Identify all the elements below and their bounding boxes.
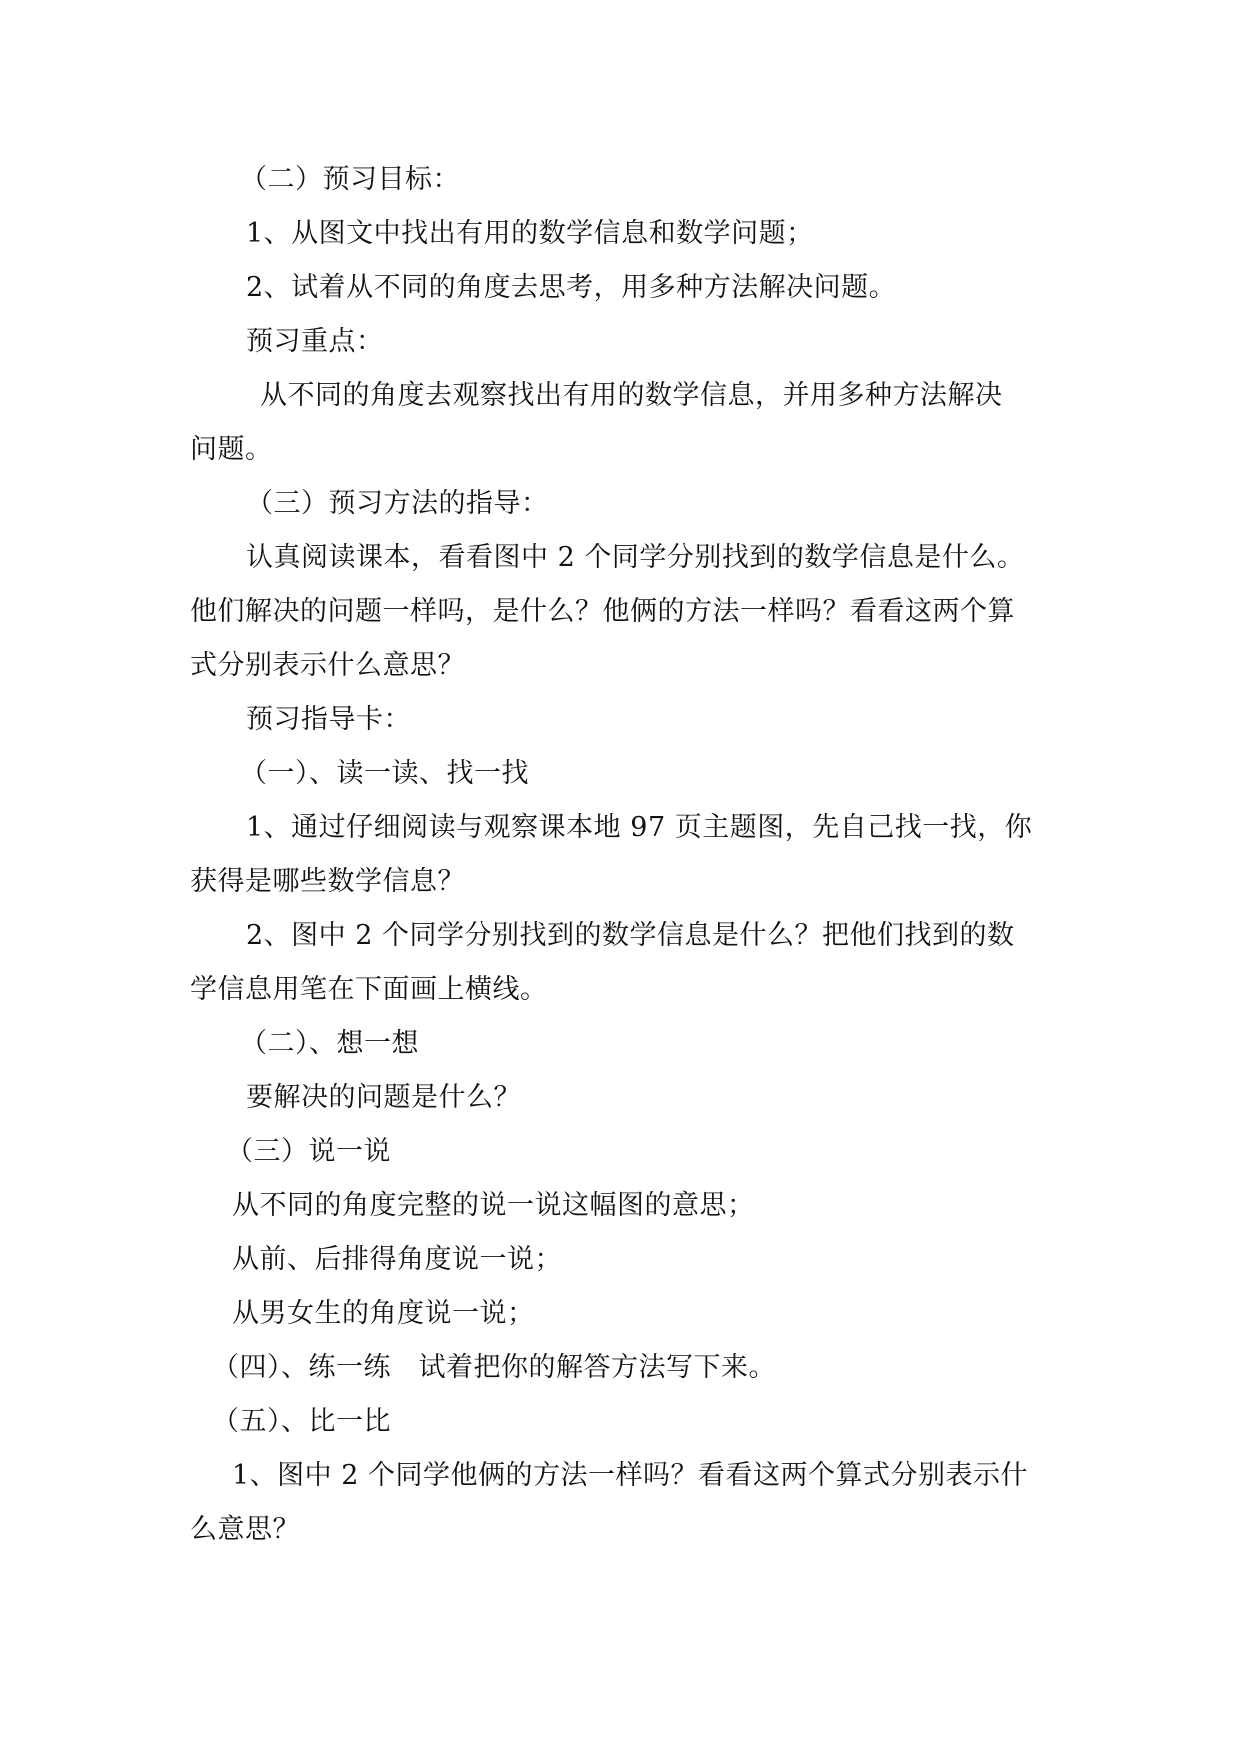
heading-read-find: （一）、读一读、找一找 — [240, 758, 529, 789]
heading-compare: （五）、比一比 — [212, 1406, 391, 1437]
goal-item-2: 2、试着从不同的角度去思考，用多种方法解决问题。 — [246, 272, 897, 303]
read-find-item-2-cont: 学信息用笔在下面画上横线。 — [190, 974, 548, 1005]
method-guide-text-cont-2: 式分别表示什么意思？ — [190, 650, 465, 681]
say-item-1: 从不同的角度完整的说一说这幅图的意思； — [232, 1190, 755, 1221]
key-points-text: 从不同的角度去观察找出有用的数学信息，并用多种方法解决 — [260, 380, 1003, 411]
read-find-item-2: 2、图中 2 个同学分别找到的数学信息是什么？把他们找到的数 — [246, 920, 1015, 951]
heading-practice: （四）、练一练 试着把你的解答方法写下来。 — [212, 1352, 776, 1383]
method-guide-text-cont-1: 他们解决的问题一样吗，是什么？他俩的方法一样吗？看看这两个算 — [190, 596, 1015, 627]
compare-item-1: 1、图中 2 个同学他俩的方法一样吗？看看这两个算式分别表示什 — [232, 1460, 1029, 1491]
think-text: 要解决的问题是什么？ — [246, 1082, 521, 1113]
heading-think: （二）、想一想 — [240, 1028, 419, 1059]
read-find-item-1: 1、通过仔细阅读与观察课本地 97 页主题图，先自己找一找，你 — [246, 812, 1033, 843]
heading-preview-goals: （二）预习目标： — [240, 164, 460, 195]
heading-method-guide: （三）预习方法的指导： — [246, 488, 549, 519]
say-item-3: 从男女生的角度说一说； — [232, 1298, 535, 1329]
method-guide-text: 认真阅读课本，看看图中 2 个同学分别找到的数学信息是什么。 — [246, 542, 1025, 573]
heading-key-points: 预习重点： — [246, 326, 384, 357]
heading-say: （三）说一说 — [226, 1136, 391, 1167]
read-find-item-1-cont: 获得是哪些数学信息？ — [190, 866, 465, 897]
key-points-text-cont: 问题。 — [190, 434, 273, 465]
say-item-2: 从前、后排得角度说一说； — [232, 1244, 562, 1275]
compare-item-1-cont: 么意思？ — [190, 1514, 300, 1545]
heading-guide-card: 预习指导卡： — [246, 704, 411, 735]
goal-item-1: 1、从图文中找出有用的数学信息和数学问题； — [246, 218, 814, 249]
